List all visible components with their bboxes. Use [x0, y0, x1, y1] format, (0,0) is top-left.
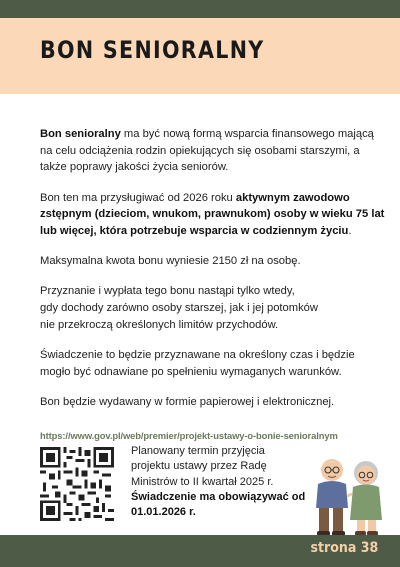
income-line-3: nie przekroczą określonych limitów przychodów. — [40, 318, 279, 331]
paragraph-eligibility — [40, 190, 385, 240]
page-number: strona 38 — [310, 540, 378, 556]
paragraph-form: Bon będzie wydawany w formie papierowej i elektronicznej. — [40, 395, 335, 408]
adoption-plan: Planowany termin przyjęcia projektu ustawy przez Radę Ministrów to II kwartał 2025 r. — [131, 445, 274, 488]
qr-code-icon[interactable] — [40, 446, 114, 522]
eligibility-start: Bon ten ma przysługiwać od 2026 roku — [40, 191, 236, 204]
paragraph-duration: Świadczenie to będzie przyznawane na określony czas i będzie mogło być odnawiane po spełnieniu wymaganych warunków. — [40, 349, 355, 378]
source-link[interactable]: https://www.gov.pl/web/premier/projekt-ustawy-o-bonie-senioralnym — [40, 430, 338, 441]
eligibility-end: . — [348, 225, 352, 238]
paragraph-income — [40, 283, 385, 333]
paragraph-amount: Maksymalna kwota bonu wyniesie 2150 zł na osobę. — [40, 255, 301, 268]
effective-date: Świadczenie ma obowiązywać od 01.01.2026 r. — [131, 490, 306, 519]
income-line-2: gdy dochody zarówno osoby starszej, jak i jej potomków — [40, 302, 318, 315]
page-title: BON SENIORALNY — [40, 36, 265, 64]
intro-text: ma być nową formą wsparcia finansowego mającą na celu odciążenia rodzin opiekujących się osobami starszymi, a także poprawy jakości życia seniorów. — [40, 128, 374, 174]
bon-term: Bon senioralny — [40, 128, 121, 140]
eligibility-bold: aktywnym zawodowo zstępnym (dzieciom, wnukom, prawnukom) osoby w wieku 75 lat lub więcej, która potrzebuje wsparcia w codziennym życiu — [40, 191, 385, 238]
paragraph-intro — [40, 126, 385, 176]
content-body — [40, 126, 385, 424]
income-line-1: Przyznanie i wypłata tego bonu nastąpi tylko wtedy, — [40, 285, 295, 298]
adoption-note — [131, 444, 306, 520]
elderly-couple-illustration — [306, 454, 390, 538]
top-band — [0, 0, 400, 18]
